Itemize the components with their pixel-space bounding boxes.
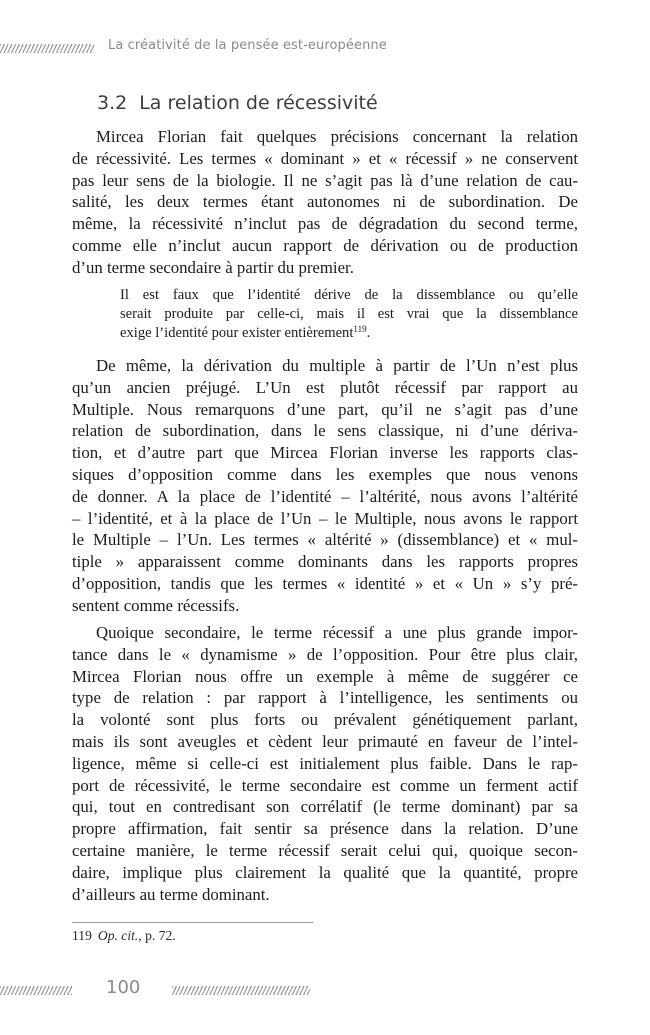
text-line: même, la récessivité n’inclut pas de dégradation du second terme,	[72, 214, 578, 234]
text-line: qu’un ancien préjugé. L’Un est plutôt récessif par rapport au	[72, 377, 578, 397]
footnote-page: , p. 72.	[138, 928, 176, 943]
text-line: daire, implique plus clairement la qualité que la quantité, propre	[72, 862, 578, 882]
quote-end: .	[366, 325, 371, 341]
footnote-source: Op. cit.	[97, 928, 139, 943]
text-line: qui, tout en contredisant son corrélatif (le terme dominant) par sa	[72, 797, 578, 817]
text-line: d’opposition, tandis que les termes « identité » et « Un » s’y pré-	[72, 573, 578, 593]
text-line: tiple » apparaissent comme dominants dans les rapports propres	[72, 552, 578, 572]
text-line: de récessivité. Les termes « dominant » et « récessif » ne conservent	[72, 148, 578, 168]
text-line: d’ailleurs au terme dominant.	[72, 884, 270, 904]
quote-line-text: exige l’identité pour exister entièrement	[120, 325, 354, 341]
text-line: De même, la dérivation du multiple à partir de l’Un n’est plus	[96, 356, 578, 375]
text-line: le Multiple – l’Un. Les termes « altérité » (dissemblance) et « mul-	[72, 530, 578, 550]
block-quote	[120, 286, 578, 343]
text-line: certaine manière, le terme récessif serait celui qui, quoique secon-	[72, 840, 578, 860]
header-decoration	[0, 44, 94, 53]
text-line: la volonté sont plus forts ou prévalent génétiquement parlant,	[72, 710, 578, 730]
footnote-divider	[72, 922, 313, 923]
text-line: comme elle n’inclut aucun rapport de dérivation ou de production	[72, 235, 578, 255]
paragraph-1	[72, 126, 578, 279]
section-title: La relation de récessivité	[139, 92, 378, 114]
text-line: salité, les deux termes étant autonomes ni de subordination. De	[72, 192, 578, 212]
footnote-number: 119	[72, 928, 92, 943]
running-head: La créativité de la pensée est-européenne	[108, 38, 387, 53]
quote-line: Il est faux que l’identité dérive de la dissemblance ou qu’elle	[120, 287, 578, 303]
text-line: de donner. A la place de l’identité – l’altérité, nous avons l’altérité	[72, 486, 578, 506]
footer-decoration-left	[0, 986, 72, 995]
quote-line	[120, 324, 578, 343]
text-line: siques d’opposition comme dans les exemples que nous venons	[72, 464, 578, 484]
paragraph-2	[72, 355, 578, 617]
section-number: 3.2	[97, 92, 128, 114]
text-line: mais ils sont aveugles et cèdent leur primauté en faveur de l’intel-	[72, 731, 578, 751]
page-number: 100	[106, 977, 141, 998]
text-line: pas leur sens de la biologie. Il ne s’agit pas là d’une relation de cau-	[72, 170, 578, 190]
text-line: Quoique secondaire, le terme récessif a une plus grande impor-	[96, 623, 578, 642]
text-line: sentent comme récessifs.	[72, 595, 240, 615]
quote-line: serait produite par celle-ci, mais il est vrai que la dissemblance	[120, 306, 578, 322]
text-line: – l’identité, et à la place de l’Un – le Multiple, nous avons le rapport	[72, 508, 578, 528]
text-line: type de relation : par rapport à l’intelligence, les sentiments ou	[72, 688, 578, 708]
text-line: relation de subordination, dans le sens classique, ni d’une dériva-	[72, 421, 578, 441]
text-line: d’un terme secondaire à partir du premier.	[72, 257, 354, 277]
text-line: tance dans le « dynamisme » de l’opposition. Pour être plus clair,	[72, 644, 578, 664]
footnote-reference[interactable]: 119	[353, 324, 367, 334]
text-line: propre affirmation, fait sentir sa présence dans la relation. D’une	[72, 819, 578, 839]
footer-decoration-right	[172, 986, 310, 995]
text-line: ligence, même si celle-ci est initialement plus faible. Dans le rap-	[72, 753, 578, 773]
paragraph-3	[72, 622, 578, 905]
text-line: Mircea Florian nous offre un exemple à même de suggérer ce	[72, 666, 578, 686]
text-line: port de récessivité, le terme secondaire est comme un ferment actif	[72, 775, 578, 795]
text-line: Multiple. Nous remarquons d’une part, qu’il ne s’agit pas d’une	[72, 399, 578, 419]
footnote	[72, 927, 176, 945]
text-line: tion, et d’autre part que Mircea Florian inverse les rapports clas-	[72, 443, 578, 463]
section-heading	[97, 92, 378, 114]
text-line: Mircea Florian fait quelques précisions concernant la relation	[96, 127, 578, 146]
